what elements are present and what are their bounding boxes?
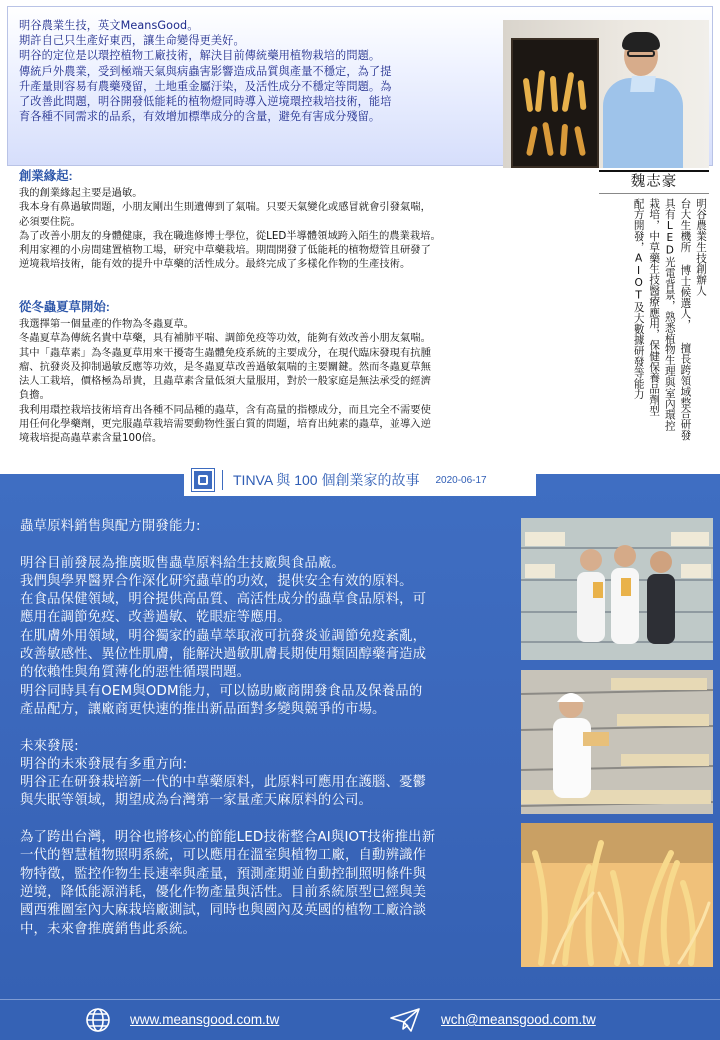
global-line: 中，未來會推廣銷售此系統。 [20, 921, 197, 937]
intro-text [19, 18, 497, 124]
origin-line: 利用家裡的小房間建置植物工場，研究中草藥栽培。期間開發了低能耗的植物燈管且研發了 [19, 244, 431, 257]
founder-bio [604, 198, 708, 456]
origin-section [19, 168, 587, 272]
intro-line: 明谷的定位是以環控植物工廠技術，解決目前傳統藥用植物栽培的問題。 [19, 49, 381, 63]
sales-line: 應用在調節免疫、改善過敏、乾眼症等應用。 [20, 610, 291, 626]
website-link[interactable]: www.meansgood.com.tw [130, 1012, 280, 1027]
paper-plane-icon [389, 1007, 421, 1033]
sales-line: 明谷目前發展為推廣販售蟲草原料給生技廠與食品廠。 [20, 555, 345, 571]
blue-content [20, 518, 518, 939]
intro-line: 了改善此問題，明谷開發低能耗的植物燈同時導入逆境環控栽培技術，能培 [19, 95, 392, 109]
email-link[interactable]: wch@meansgood.com.tw [441, 1012, 596, 1027]
global-line: 為了跨出台灣，明谷也將核心的節能LED技術整合AI與IOT技術推出新 [20, 830, 436, 846]
origin-line: 我本身有鼻過敏問題，小朋友剛出生則遺傳到了氣喘。只要天氣變化或感冒就會引發氣喘， [19, 201, 431, 214]
bio-line: 台大生機所 博士候選人， 擅長跨領域整合研發 [679, 198, 692, 441]
future-heading: 未來發展: [20, 738, 79, 754]
bio-line: 明谷農業生技創辦人 [695, 198, 707, 297]
origin-line: 為了改善小朋友的身體健康，我在職進修博士學位，從LED半導體領域跨入陌生的農業栽培。 [19, 229, 441, 242]
lab-worker-photo [521, 670, 713, 814]
team-photo [521, 518, 713, 660]
origin-heading: 創業緣起: [19, 169, 73, 183]
cordyceps-heading: 從冬蟲夏草開始: [19, 300, 110, 314]
cordyceps-line: 用任何化學藥劑，更完服蟲草栽培需要動物性蛋白質的問題，培育出純素的蟲草，並導入逆 [19, 418, 431, 431]
intro-line: 育各種不同需求的品系，有效增加標準成分的含量，避免有害成分殘留。 [19, 110, 381, 124]
cordyceps-line: 冬蟲夏草為傳統名貴中草藥，具有補肺平喘、調節免疫等功效，能夠有效改善小朋友氣喘。 [19, 332, 431, 345]
founder-name: 魏志豪 [599, 170, 709, 194]
global-line: 逆境，降低能源消耗，優化作物產量與活性。目前系統原型已經與美 [20, 884, 427, 900]
tinva-banner [184, 464, 536, 496]
intro-line: 傳統戶外農業，受到極端天氣與病蟲害影響造成品質與產量不穩定，為了提 [19, 64, 392, 78]
origin-line: 我的創業緣起主要是過敏。 [19, 187, 143, 199]
sales-line: 改善敏感性、異位性肌膚，能解決過敏肌膚長期使用類固醇藥膏造成 [20, 647, 427, 663]
cordyceps-line: 其中「蟲草素」為冬蟲夏草用來干擾寄生蟲體免疫系統的主要成分，在現代臨床發現有抗腫 [19, 346, 431, 359]
bio-line: 具有LED光電背景，熟悉植物生理與室內環控 [663, 198, 676, 432]
cordyceps-section [19, 299, 587, 446]
sales-line: 產品配方，讓廠商更快速的推出新品面對多變與競爭的市場。 [20, 701, 386, 717]
intro-line: 期許自己只生產好東西，讓生命變得更美好。 [19, 34, 245, 48]
sales-line: 在食品保健領域，明谷提供高品質、高活性成分的蟲草食品原料，可 [20, 592, 427, 608]
origin-line: 逆境栽培技術，能有效的提升中草藥的活性成分。最終完成了多樣化作物的生產技術。 [19, 258, 411, 271]
sales-heading: 蟲草原料銷售與配方開發能力: [20, 519, 201, 534]
intro-line: 升產量則容易有農藥殘留，土地重金屬汙染，及活性成分不穩定等問題。為 [19, 79, 392, 93]
cordyceps-line: 瘤、抗發炎及抑制過敏反應等功效，是冬蟲夏草改善過敏氣喘的主要關鍵。然而冬蟲夏草無 [19, 360, 431, 373]
bio-line: 栽培，中草藥生技醫療應用，保健保養品劑型 [648, 198, 661, 416]
cordyceps-line: 法人工栽培，價格極為昂貴，且蟲草素含量低須大量服用，對於一般家庭是無法承受的經濟 [19, 375, 431, 388]
future-line: 與失眠等領域，期望成為台灣第一家量產天麻原料的公司。 [20, 793, 373, 809]
sales-line: 我們與學界醫界合作深化研究蟲草的功效，提供安全有效的原料。 [20, 573, 413, 589]
globe-icon [85, 1007, 111, 1033]
sales-line: 明谷同時具有OEM與ODM能力，可以協助廠商開發食品及保養品的 [20, 683, 423, 699]
banner-date: 2020-06-17 [435, 474, 487, 486]
cordyceps-line: 我利用環控栽培技術培育出各種不同品種的蟲草，含有高量的指標成分，而且完全不需要使 [19, 403, 431, 416]
sales-line: 在肌膚外用領域，明谷獨家的蟲草萃取液可抗發炎並調節免疫紊亂， [20, 628, 427, 644]
global-line: 國西雅圖室內大麻栽培廠測試，同時也與國內及英國的植物工廠洽談 [20, 903, 427, 919]
global-line: 物特徵，監控作物生長速率與產量，預測產期並自動控制照明條件與 [20, 866, 427, 882]
global-line: 一代的智慧植物照明系統，可以應用在溫室與植物工廠，自動辨識作 [20, 848, 427, 864]
bio-line: 配方開發，AIOT及大數據研發等能力 [632, 198, 645, 400]
tinva-logo-icon [192, 469, 214, 491]
future-line: 明谷的未來發展有多重方向: [20, 756, 188, 772]
product-display-board [511, 38, 599, 168]
cordyceps-line: 境栽培提高蟲草素含量100倍。 [19, 432, 163, 445]
banner-title: TINVA 與 100 個創業家的故事 [233, 472, 420, 488]
cordyceps-line: 負擔。 [19, 389, 50, 402]
intro-line: 明谷農業生技，英文MeansGood。 [19, 19, 199, 32]
future-line: 明谷正在研發栽培新一代的中草藥原料，此原料可應用在護腦、憂鬱 [20, 775, 427, 791]
founder-photo [503, 20, 709, 168]
origin-line: 必須要住院。 [19, 215, 81, 228]
cordyceps-line: 我選擇第一個量產的作物為冬蟲夏草。 [19, 318, 195, 330]
sales-line: 的依賴性與角質薄化的惡性循環問題。 [20, 665, 251, 681]
cordyceps-closeup-photo [521, 823, 713, 967]
